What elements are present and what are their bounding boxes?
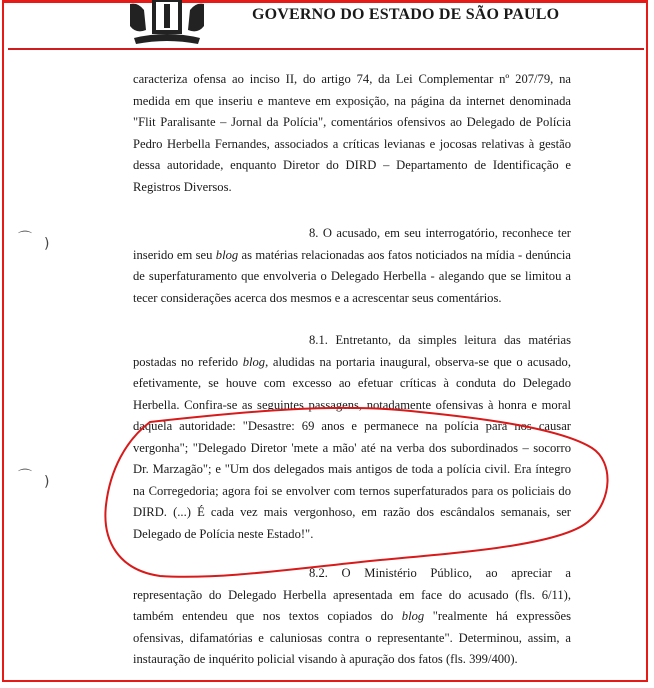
paragraph-number: 8.2. [309, 566, 328, 580]
page-header-title: GOVERNO DO ESTADO DE SÃO PAULO [252, 6, 560, 23]
binder-hole-mark: ⌒ [18, 231, 32, 247]
paragraph-text: Entretanto, da simples leitura das matérias postadas no referido [133, 333, 571, 369]
paragraph-8-1 [133, 330, 571, 545]
binder-hole-mark: ) [44, 236, 50, 252]
binder-hole-mark: ⌒ [18, 469, 32, 485]
paragraph-8-2 [133, 563, 571, 671]
paragraph-intro-text: caracteriza ofensa ao inciso II, do artigo 74, da Lei Complementar nº 207/79, na medida em que inseriu e manteve em exposição, na página da internet denominada "Flit Paralisante – Jornal da Polícia", comentários ofensivos ao Delegado de Polícia Pedro Herbella Fernandes, associados a críticas levianas e jocosas relativas à gestão dessa autoridade, enquanto Diretor do DIRD – Departamento de Identificação e Registros Diversos. [133, 72, 571, 194]
paragraph-text: O Ministério Público, ao apreciar a representação do Delegado Herbella apresentada em face do acusado (fls. 6/11), também entendeu que nos textos copiados do [133, 566, 571, 623]
header-rule [8, 48, 644, 50]
blog-term: blog [215, 247, 239, 262]
binder-hole-mark: ) [44, 474, 50, 490]
paragraph-text: O acusado, em seu interrogatório, reconhece ter inserido em seu [133, 226, 572, 262]
paragraph-8 [133, 223, 571, 309]
paragraph-number: 8. [309, 226, 319, 240]
paragraph-text: "realmente há expressões ofensivas, difamatórias e caluniosas contra o representante". Determinou, assim, a instauração de inquérito policial visando à apuração dos fatos (fls. 399/400). [133, 609, 571, 666]
paragraph-text: as matérias relacionadas aos fatos noticiados na mídia - denúncia de superfaturamento que envolveria o Delegado Herbella - alegando que se limitou a tecer considerações acerca dos mesmos e a acrescentar seus comentários. [133, 247, 571, 305]
paragraph-text: , aludidas na portaria inaugural, observa-se que o acusado, efetivamente, se houve com excesso ao efetuar críticas à conduta do Delegado Herbella. Confira-se as seguintes passagens, notadamente ofensivas à honra e moral daquela autoridade: "Desastre: 69 anos e permanece na polícia para nos causar vergonha"; "Delegado Diretor 'mete a mão' até na verba dos subordinados – socorro Dr. Marzagão"; e "Um dos delegados mais antigos de toda a polícia civil. Era íntegro na Corregedoria; agora foi se envolver com ternos superfaturados para os policiais do DIRD. (...) É cada vez mais vergonhoso, em razão dos escândalos semanais, ser Delegado de Polícia neste Estado!". [133, 354, 571, 541]
coat-of-arms-icon [128, 0, 206, 46]
blog-term: blog [242, 354, 266, 369]
blog-term: blog [401, 609, 425, 623]
paragraph-intro [133, 69, 571, 198]
paragraph-number: 8.1. [309, 333, 328, 347]
